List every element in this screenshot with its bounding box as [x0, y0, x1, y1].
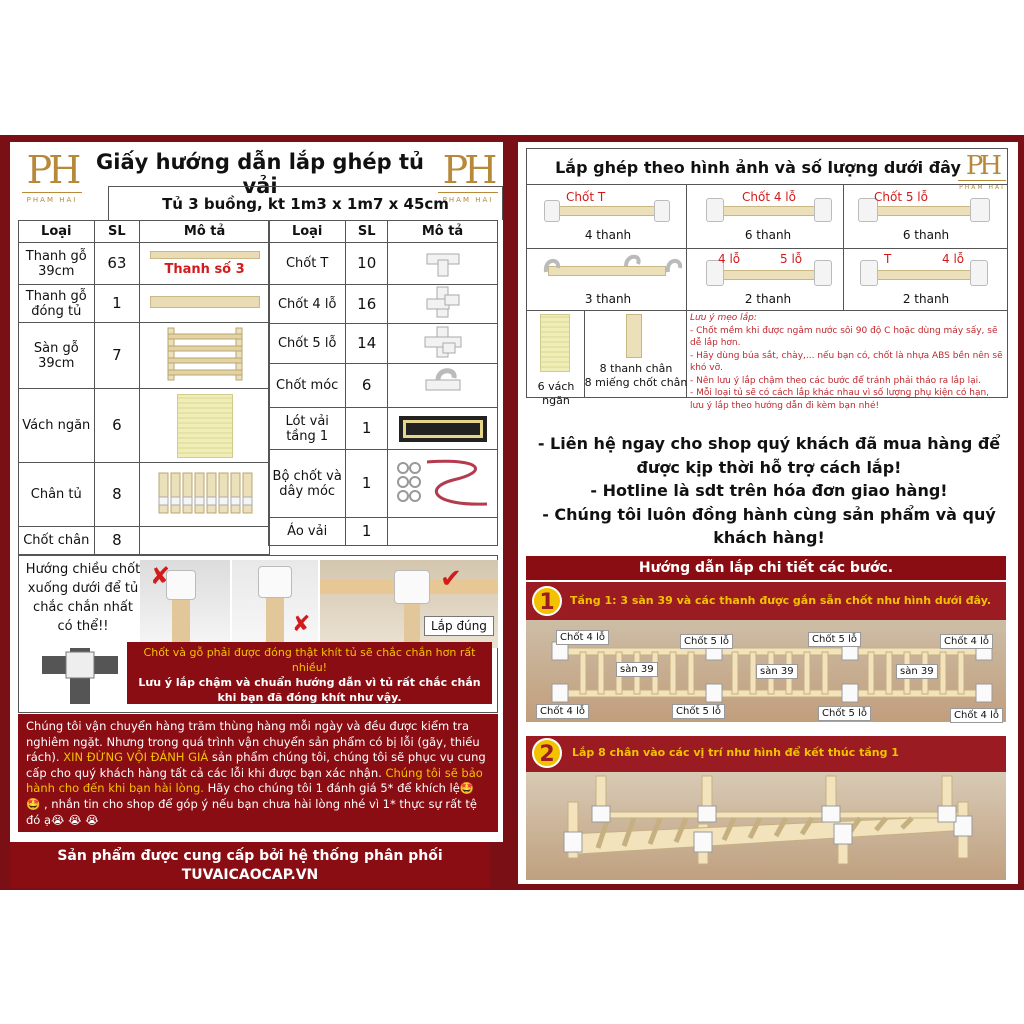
- warning-bold-text: Lưu ý lắp chậm và chuẩn hướng dẫn vì tủ rất chắc chắn khi bạn đã đóng khít như vậy.: [138, 676, 481, 704]
- leg-icon: [626, 314, 642, 358]
- contact-text: - Liên hệ ngay cho shop quý khách đã mua hàng để được kịp thời hỗ trợ cách lắp! - Hotline là sdt trên hóa đơn giao hàng! - Chúng tôi luôn đồng hành cùng sản phẩm và quý khách hàng!: [537, 434, 1001, 547]
- photo-correct: [320, 560, 498, 648]
- tip-item: - Chốt mềm khi được ngâm nước sôi 90 độ C hoặc dùng máy sấy, sẽ dễ lắp hơn.: [690, 325, 998, 348]
- step-2-number: 2: [532, 738, 562, 768]
- tip-item: - Nên lưu ý lắp chậm theo các bước để tránh phải tháo ra lắp lại.: [690, 375, 982, 386]
- t-joint-icon: [860, 260, 878, 286]
- grid-divider: [526, 184, 1008, 185]
- cell-tag: Chốt T: [566, 190, 606, 204]
- step-1-text: Tầng 1: 3 sàn 39 và các thanh được gắn sẵn chốt như hình dưới đây.: [570, 594, 992, 607]
- x-mark-icon: ✘: [292, 612, 311, 637]
- joint-label: Chốt 4 lỗ: [536, 704, 589, 719]
- grid-divider: [526, 310, 1008, 311]
- logo-right: PH PHAM HAI: [438, 148, 498, 208]
- footer-line-1: Sản phẩm được cung cấp bởi hệ thống phân phối: [57, 848, 443, 864]
- tips-box: [690, 312, 1004, 411]
- warning-box: [127, 642, 492, 704]
- cabinet-legs-icon: [155, 469, 255, 517]
- joint-label: Chốt 5 lỗ: [808, 632, 861, 647]
- four-way-joint-icon: [706, 198, 724, 222]
- vach-caption: 6 vách ngăn: [537, 380, 575, 407]
- footer-site: TUVAICAOCAP.VN: [181, 867, 319, 883]
- joint-label: Chốt 4 lỗ: [556, 630, 609, 645]
- table-row: Chốt 4 lỗ 16: [269, 285, 498, 324]
- five-way-joint-icon: [814, 260, 832, 286]
- subtitle: Tủ 3 buồng, kt 1m3 x 1m7 x 45cm: [108, 186, 503, 220]
- tip-item: - Hãy dùng búa sắt, chày,... nếu bạn có, chốt là nhựa ABS bền nên sẽ khó vỡ.: [690, 350, 1003, 373]
- t-joint-icon: [544, 200, 560, 222]
- logo: PH PHAM HAI: [959, 151, 1005, 191]
- logo: PH PHAM HAI: [22, 148, 82, 208]
- four-way-joint-icon: [970, 260, 988, 286]
- steps-title: Hướng dẫn lắp chi tiết các bước.: [526, 556, 1006, 580]
- cell-tag: 4 lỗ: [942, 252, 965, 266]
- tip-direction-text: Hướng chiều chốt xuống dưới để tủ chắc chắn nhất có thể!!: [25, 562, 141, 634]
- grid-divider: [686, 184, 687, 398]
- step-1-number: 1: [532, 586, 562, 616]
- floor-label: sàn 39: [616, 662, 658, 677]
- hook-joint-icon: [538, 254, 688, 284]
- joint-icon: [258, 566, 292, 598]
- five-way-joint-icon: [423, 325, 463, 359]
- five-way-joint-icon: [970, 198, 990, 222]
- tips-title: Lưu ý mẹo lắp:: [690, 313, 757, 323]
- joint-diagram-icon: [40, 642, 120, 706]
- joint-label: Chốt 5 lỗ: [672, 704, 725, 719]
- four-way-joint-icon: [425, 285, 461, 319]
- floor-panel-icon: [160, 326, 250, 382]
- footer: [10, 842, 490, 888]
- pipe-icon: [550, 206, 666, 216]
- check-mark-icon: ✔: [440, 564, 462, 594]
- x-mark-icon: ✘: [150, 562, 171, 590]
- cell-caption: 6 thanh: [902, 228, 950, 242]
- chan-caption-2: 8 miếng chốt chân: [584, 376, 688, 389]
- table-row: Chốt 5 lỗ 14: [269, 324, 498, 364]
- floor-label: sàn 39: [896, 664, 938, 679]
- cell-caption: 6 thanh: [744, 228, 792, 242]
- cell-caption: 4 thanh: [584, 228, 632, 242]
- wood-bar-icon: [150, 296, 260, 308]
- pipe-icon: [714, 206, 824, 216]
- grid-divider: [843, 184, 844, 310]
- assembly-title: Lắp ghép theo hình ảnh và số lượng dưới đây: [555, 158, 961, 177]
- table-row: Lót vải tầng 1 1: [269, 408, 498, 450]
- pipe-icon: [868, 206, 978, 216]
- table-row: Chân tủ 8: [19, 463, 270, 527]
- four-way-joint-icon: [814, 198, 832, 222]
- table-row: Vách ngăn 6: [19, 389, 270, 463]
- cell-caption: 3 thanh: [584, 292, 632, 306]
- page-title: Giấy hướng dẫn lắp ghép tủ vải: [96, 150, 424, 198]
- parts-table-left: Loại SL Mô tả Thanh gỗ 39cm 63 Thanh số 3 Thanh gỗ đóng tủ 1 Sàn gỗ 39cm 7 Vách ngăn 6 Chân tủ 8 Chốt chân 8: [18, 220, 270, 555]
- cell-tag: 4 lỗ: [718, 252, 741, 266]
- grid-divider: [526, 248, 1008, 249]
- cell-caption: 2 thanh: [902, 292, 950, 306]
- warning-yellow-text: Chốt và gỗ phải được đóng thật khít tủ sẽ chắc chắn hơn rất nhiều!: [143, 646, 476, 674]
- shipping-box: Chúng tôi vận chuyển hàng trăm thùng hàng mỗi ngày và đều được kiểm tra nghiêm ngặt. Nhưng trong quá trình vận chuyển sản phẩm có bị lỗi (gãy, thiếu rách). XIN ĐỪNG VỘI ĐÁNH GIÁ sản phẩm chúng tôi, chúng tôi sẽ phục vụ cung cấp cho quý khách hàng tất cả các lỗi khi được bạn xác nhận. Chúng tôi sẽ bảo hành cho đến khi bạn hài lòng. Hãy cho chúng tôi 1 đánh giá 5* để khích lệ🤩 🤩 , nhắn tin cho shop để góp ý nếu bạn chưa hài lòng nhé vì 1* thực sự rất tệ đó ạ😭 😭 😭: [18, 714, 498, 832]
- fabric-liner-icon: [399, 416, 487, 442]
- hooks-and-rope-icon: [393, 454, 493, 510]
- frame-with-legs-icon: [538, 772, 998, 876]
- chan-caption-1: 8 thanh chân: [599, 362, 673, 375]
- table-row: Thanh gỗ đóng tủ 1: [19, 285, 270, 323]
- tip-item: - Mỗi loại tủ sẽ có cách lắp khác nhau vì số lượng phụ kiện có hạn, lưu ý lắp theo hướng dẫn đi kèm bạn nhé!: [690, 388, 990, 411]
- pipe-icon: [868, 270, 978, 280]
- cell-tag: T: [884, 252, 892, 266]
- table-row: Áo vải 1: [269, 518, 498, 546]
- right-panel: [518, 142, 1018, 884]
- parts-table-right: Loại SL Mô tả Chốt T 10 Chốt 4 lỗ 16 Chốt 5 lỗ 14 Chốt móc 6 Lót vải tầng 1 1 Bộ chốt và dây móc 1 Áo vải 1: [268, 220, 498, 546]
- divider-panel-icon: [177, 394, 233, 458]
- photo-wrong-2: [232, 560, 318, 648]
- table-row: Bộ chốt và dây móc 1: [269, 450, 498, 518]
- correct-label: Lắp đúng: [424, 616, 494, 636]
- joint-label: Chốt 5 lỗ: [818, 706, 871, 721]
- t-joint-icon: [654, 200, 670, 222]
- cell-tag: 5 lỗ: [780, 252, 803, 266]
- table-row: Chốt móc 6: [269, 364, 498, 408]
- photo-wrong-1: [140, 560, 230, 648]
- left-panel: [10, 142, 503, 842]
- cell-caption: 2 thanh: [744, 292, 792, 306]
- cell-tag: Chốt 5 lỗ: [874, 190, 928, 204]
- leg-icon: [266, 590, 284, 648]
- divider-panel-icon: [540, 314, 570, 372]
- table-row: Sàn gỗ 39cm 7: [19, 323, 270, 389]
- joint-label: Chốt 5 lỗ: [680, 634, 733, 649]
- joint-label: Chốt 4 lỗ: [950, 708, 1003, 723]
- joint-icon: [394, 570, 430, 604]
- leg-icon: [172, 594, 190, 648]
- floor-label: sàn 39: [756, 664, 798, 679]
- cell-tag: Chốt 4 lỗ: [742, 190, 796, 204]
- table-row: Chốt T 10: [269, 243, 498, 285]
- joint-icon: [166, 570, 196, 600]
- pipe-icon: [714, 270, 824, 280]
- hook-joint-icon: [422, 366, 464, 402]
- wood-bar-icon: [150, 251, 260, 259]
- table-row: Thanh gỗ 39cm 63 Thanh số 3: [19, 243, 270, 285]
- step-2-text: Lắp 8 chân vào các vị trí như hình để kết thúc tầng 1: [572, 746, 899, 759]
- t-joint-icon: [425, 246, 461, 278]
- table-row: Chốt chân 8: [19, 527, 270, 555]
- joint-label: Chốt 4 lỗ: [940, 634, 993, 649]
